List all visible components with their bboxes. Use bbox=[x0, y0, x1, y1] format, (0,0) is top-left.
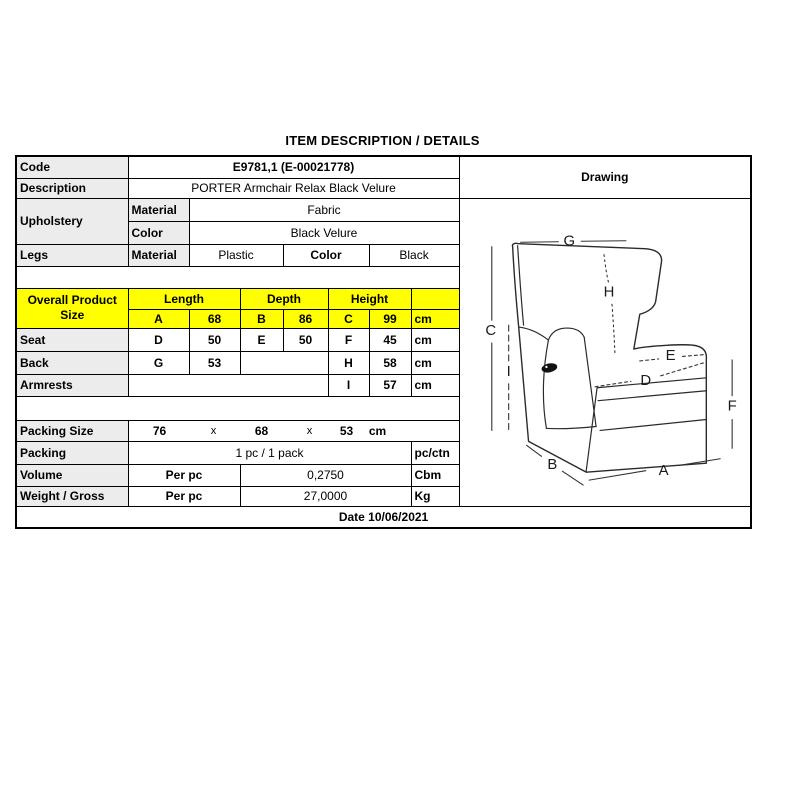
armchair-sketch bbox=[512, 243, 706, 472]
packing-depth: 68 bbox=[254, 423, 269, 438]
back-length-letter: G bbox=[128, 351, 189, 374]
legs-label: Legs bbox=[16, 244, 128, 266]
dim-label-g: G bbox=[563, 233, 575, 250]
weight-basis: Per pc bbox=[128, 486, 240, 506]
back-depth-blank bbox=[240, 351, 328, 374]
seat-unit: cm bbox=[411, 328, 459, 351]
drawing-header: Drawing bbox=[459, 156, 751, 198]
date-stamp: Date 10/06/2021 bbox=[16, 506, 751, 528]
back-unit: cm bbox=[411, 351, 459, 374]
weight-unit: Kg bbox=[411, 486, 459, 506]
spacer-cell bbox=[16, 266, 459, 288]
dim-label-b: B bbox=[546, 456, 557, 473]
armrests-blank bbox=[128, 374, 328, 396]
recliner-button-dot bbox=[545, 365, 547, 367]
col-header-length: Length bbox=[128, 288, 240, 309]
dim-label-h: H bbox=[603, 283, 614, 300]
packing-sep-1: x bbox=[210, 424, 217, 437]
overall-depth-letter: B bbox=[240, 309, 283, 328]
description-label: Description bbox=[16, 178, 128, 198]
upholstery-material-label: Material bbox=[128, 198, 189, 221]
packing-size-unit: cm bbox=[368, 423, 387, 438]
drawing-area bbox=[459, 198, 751, 506]
overall-size-label: Overall Product Size bbox=[16, 288, 128, 328]
description-value: PORTER Armchair Relax Black Velure bbox=[128, 178, 459, 198]
overall-height-letter: C bbox=[328, 309, 369, 328]
upholstery-material-value: Fabric bbox=[189, 198, 459, 221]
dim-label-f: F bbox=[727, 398, 737, 415]
col-header-unit-blank bbox=[411, 288, 459, 309]
volume-basis: Per pc bbox=[128, 464, 240, 486]
armrests-label: Armrests bbox=[16, 374, 128, 396]
legs-color-label: Color bbox=[283, 244, 369, 266]
seat-height-letter: F bbox=[328, 328, 369, 351]
armrests-height-value: 57 bbox=[369, 374, 411, 396]
code-value: E9781,1 (E-00021778) bbox=[128, 156, 459, 178]
seat-length-value: 50 bbox=[189, 328, 240, 351]
packing-value: 1 pc / 1 pack bbox=[128, 441, 411, 464]
back-length-value: 53 bbox=[189, 351, 240, 374]
dim-label-a: A bbox=[658, 462, 669, 479]
armrests-height-letter: I bbox=[328, 374, 369, 396]
upholstery-color-label: Color bbox=[128, 221, 189, 244]
dim-label-e: E bbox=[665, 347, 676, 364]
back-height-letter: H bbox=[328, 351, 369, 374]
weight-value: 27,0000 bbox=[240, 486, 411, 506]
overall-height-value: 99 bbox=[369, 309, 411, 328]
volume-label: Volume bbox=[16, 464, 128, 486]
packing-size-label: Packing Size bbox=[16, 420, 128, 441]
back-height-value: 58 bbox=[369, 351, 411, 374]
dim-label-d: D bbox=[639, 372, 651, 389]
col-header-height: Height bbox=[328, 288, 411, 309]
volume-value: 0,2750 bbox=[240, 464, 411, 486]
packing-size-value bbox=[128, 420, 459, 441]
armrests-unit: cm bbox=[411, 374, 459, 396]
upholstery-color-value: Black Velure bbox=[189, 221, 459, 244]
spacer-cell bbox=[16, 396, 459, 420]
packing-label: Packing bbox=[16, 441, 128, 464]
overall-length-letter: A bbox=[128, 309, 189, 328]
seat-length-letter: D bbox=[128, 328, 189, 351]
seat-depth-letter: E bbox=[240, 328, 283, 351]
code-label: Code bbox=[16, 156, 128, 178]
overall-depth-value: 86 bbox=[283, 309, 328, 328]
seat-label: Seat bbox=[16, 328, 128, 351]
col-header-depth: Depth bbox=[240, 288, 328, 309]
overall-unit: cm bbox=[411, 309, 459, 328]
page-title: ITEM DESCRIPTION / DETAILS bbox=[285, 133, 480, 148]
back-label: Back bbox=[16, 351, 128, 374]
packing-height: 53 bbox=[339, 423, 354, 438]
legs-color-value: Black bbox=[369, 244, 459, 266]
upholstery-label: Upholstery bbox=[16, 198, 128, 244]
overall-length-value: 68 bbox=[189, 309, 240, 328]
seat-depth-value: 50 bbox=[283, 328, 328, 351]
packing-width: 76 bbox=[152, 423, 167, 438]
legs-material-value: Plastic bbox=[189, 244, 283, 266]
weight-label: Weight / Gross bbox=[16, 486, 128, 506]
dim-label-c: C bbox=[484, 322, 496, 339]
dim-label-i: I bbox=[506, 363, 511, 380]
seat-height-value: 45 bbox=[369, 328, 411, 351]
item-spec-table bbox=[15, 155, 752, 529]
armchair-drawing bbox=[463, 199, 752, 503]
chair-silhouette bbox=[512, 243, 706, 472]
packing-unit: pc/ctn bbox=[411, 441, 459, 464]
volume-unit: Cbm bbox=[411, 464, 459, 486]
legs-material-label: Material bbox=[128, 244, 189, 266]
packing-sep-2: x bbox=[306, 424, 313, 437]
